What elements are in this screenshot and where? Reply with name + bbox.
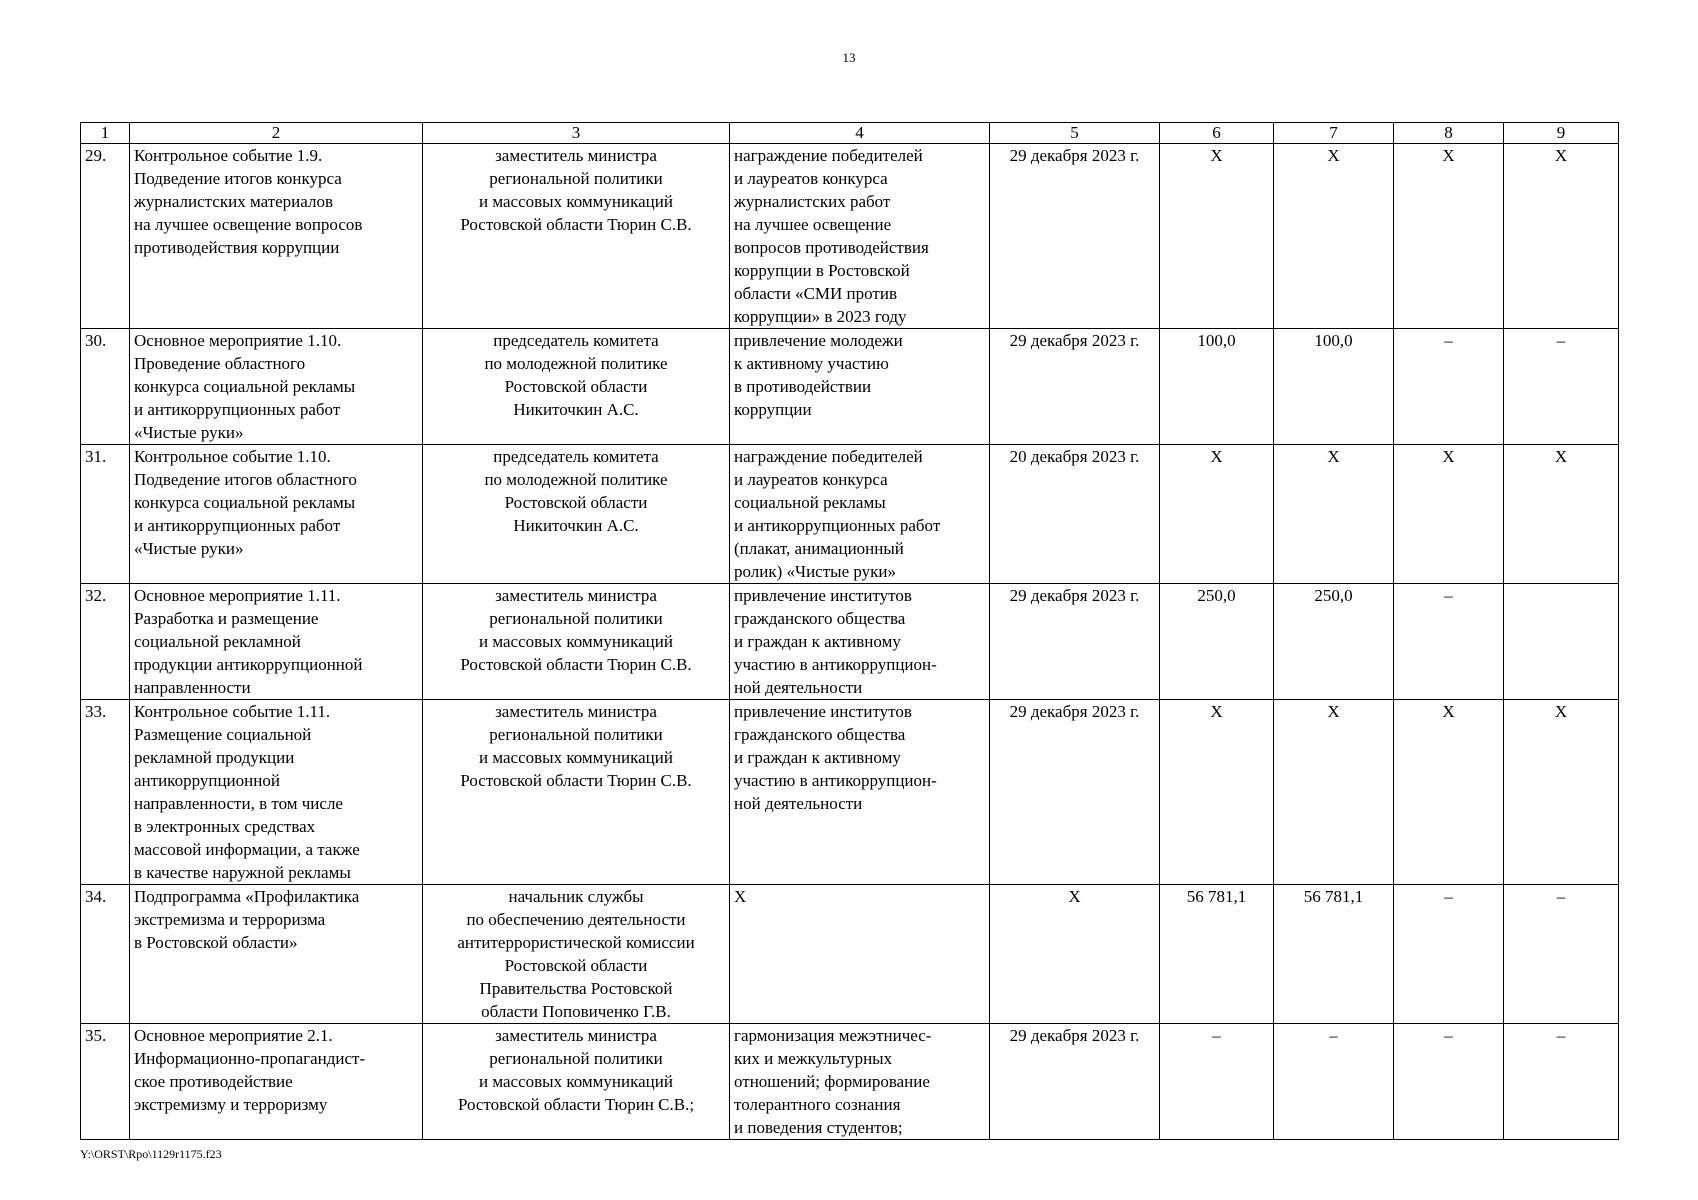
page-number: 13 <box>842 50 856 65</box>
deadline-cell-text: 29 декабря 2023 г. <box>1009 702 1140 721</box>
value-cell-7-text: 100,0 <box>1314 331 1353 350</box>
event-name-cell-text: Основное мероприятие 1.11. Разработка и размещение социальной рекламной продукции антикоррупционной направленности <box>134 586 363 697</box>
header-cell-4: 4 <box>730 123 990 144</box>
expected-result-cell-text: награждение победителей и лауреатов конкурса социальной рекламы и антикоррупционных работ (плакат, анимационный ролик) «Чистые руки» <box>734 447 941 581</box>
value-cell-7-text: Х <box>1327 702 1340 721</box>
value-cell-8-text: Х <box>1442 146 1455 165</box>
value-cell-8-text: – <box>1444 887 1453 906</box>
table-row <box>81 329 1619 445</box>
value-cell-6-text: – <box>1212 1026 1221 1045</box>
expected-result-cell <box>730 584 990 700</box>
value-cell-6-text: 100,0 <box>1197 331 1236 350</box>
value-cell-7-text: – <box>1329 1026 1338 1045</box>
value-cell-7-text: 250,0 <box>1314 586 1353 605</box>
row-number-cell-text: 32. <box>85 586 107 605</box>
value-cell-7 <box>1274 700 1394 885</box>
value-cell-8-text: Х <box>1442 447 1455 466</box>
row-number-cell <box>81 329 130 445</box>
header-cell-8: 8 <box>1394 123 1504 144</box>
deadline-cell <box>990 445 1160 584</box>
deadline-cell-text: Х <box>1068 887 1081 906</box>
row-number-cell-text: 30. <box>85 331 107 350</box>
value-cell-8 <box>1394 700 1504 885</box>
row-number-cell-text: 33. <box>85 702 107 721</box>
event-name-cell <box>130 885 423 1024</box>
responsible-cell-text: заместитель министра региональной политики и массовых коммуникаций Ростовской области Тюрин С.В.; <box>457 1026 695 1114</box>
event-name-cell <box>130 445 423 584</box>
value-cell-6-text: 56 781,1 <box>1186 887 1247 906</box>
expected-result-cell-text: гармонизация межэтничес- ких и межкультурных отношений; формирование толерантного сознания и поведения студентов; <box>734 1026 932 1137</box>
value-cell-6-text: 250,0 <box>1197 586 1236 605</box>
event-name-cell <box>130 144 423 329</box>
deadline-cell-text: 29 декабря 2023 г. <box>1009 1026 1140 1045</box>
row-number-cell <box>81 700 130 885</box>
value-cell-8-text: – <box>1444 331 1453 350</box>
table-row <box>81 1024 1619 1140</box>
responsible-cell-text: заместитель министра региональной политики и массовых коммуникаций Ростовской области Тюрин С.В. <box>460 702 692 790</box>
row-number-cell-text: 31. <box>85 447 107 466</box>
value-cell-9 <box>1504 144 1619 329</box>
event-name-cell-text: Основное мероприятие 1.10. Проведение областного конкурса социальной рекламы и антикоррупционных работ «Чистые руки» <box>134 331 356 442</box>
deadline-cell-text: 29 декабря 2023 г. <box>1009 146 1140 165</box>
table-row <box>81 885 1619 1024</box>
value-cell-8-text: Х <box>1442 702 1455 721</box>
expected-result-cell-text: привлечение институтов гражданского общества и граждан к активному участию в антикоррупцион- ной деятельности <box>734 702 937 813</box>
value-cell-9-text: Х <box>1554 146 1568 165</box>
row-number-cell <box>81 885 130 1024</box>
value-cell-7-text: 56 781,1 <box>1303 887 1364 906</box>
expected-result-cell <box>730 700 990 885</box>
responsible-cell <box>423 1024 730 1140</box>
header-cell-3: 3 <box>423 123 730 144</box>
expected-result-cell-text: Х <box>734 887 747 906</box>
header-cell-7: 7 <box>1274 123 1394 144</box>
value-cell-9 <box>1504 329 1619 445</box>
value-cell-6 <box>1160 445 1274 584</box>
expected-result-cell <box>730 144 990 329</box>
deadline-cell-text: 20 декабря 2023 г. <box>1009 447 1140 466</box>
deadline-cell <box>990 144 1160 329</box>
value-cell-9-text: – <box>1556 331 1566 350</box>
deadline-cell <box>990 584 1160 700</box>
responsible-cell <box>423 584 730 700</box>
row-number-cell <box>81 584 130 700</box>
event-name-cell <box>130 584 423 700</box>
deadline-cell <box>990 1024 1160 1140</box>
row-number-cell <box>81 144 130 329</box>
responsible-cell <box>423 445 730 584</box>
value-cell-8 <box>1394 1024 1504 1140</box>
row-number-cell <box>81 1024 130 1140</box>
table-header-row <box>81 123 1619 144</box>
responsible-cell <box>423 700 730 885</box>
deadline-cell <box>990 329 1160 445</box>
value-cell-7 <box>1274 885 1394 1024</box>
value-cell-6-text: Х <box>1210 702 1223 721</box>
value-cell-7 <box>1274 1024 1394 1140</box>
activities-table <box>80 122 1619 1140</box>
value-cell-8 <box>1394 885 1504 1024</box>
value-cell-9 <box>1504 1024 1619 1140</box>
footer-file-path: Y:\ORST\Rpo\1129r1175.f23 <box>80 1147 222 1161</box>
value-cell-7 <box>1274 584 1394 700</box>
value-cell-9-text: – <box>1556 887 1566 906</box>
value-cell-8 <box>1394 329 1504 445</box>
deadline-cell <box>990 885 1160 1024</box>
value-cell-6 <box>1160 329 1274 445</box>
value-cell-6-text: Х <box>1210 146 1223 165</box>
event-name-cell-text: Основное мероприятие 2.1. Информационно-пропагандист- ское противодействие экстремизму и терроризму <box>134 1026 366 1114</box>
header-cell-9: 9 <box>1504 123 1619 144</box>
responsible-cell-text: заместитель министра региональной политики и массовых коммуникаций Ростовской области Тюрин С.В. <box>460 146 692 234</box>
header-cell-2: 2 <box>130 123 423 144</box>
responsible-cell <box>423 144 730 329</box>
value-cell-8-text: – <box>1444 586 1453 605</box>
row-number-cell-text: 34. <box>85 887 107 906</box>
expected-result-cell-text: привлечение молодежи к активному участию в противодействии коррупции <box>734 331 903 419</box>
expected-result-cell <box>730 885 990 1024</box>
event-name-cell-text: Контрольное событие 1.11. Размещение социальной рекламной продукции антикоррупционной направленности, в том числе в электронных средствах массовой информации, а также в качестве наружной рекламы <box>134 702 360 882</box>
header-cell-5: 5 <box>990 123 1160 144</box>
value-cell-9-text: Х <box>1554 702 1568 721</box>
value-cell-8 <box>1394 584 1504 700</box>
deadline-cell <box>990 700 1160 885</box>
value-cell-7 <box>1274 144 1394 329</box>
expected-result-cell <box>730 1024 990 1140</box>
table-row <box>81 144 1619 329</box>
expected-result-cell <box>730 445 990 584</box>
value-cell-9 <box>1504 885 1619 1024</box>
responsible-cell-text: председатель комитета по молодежной политике Ростовской области Никиточкин А.С. <box>484 447 668 535</box>
responsible-cell-text: начальник службы по обеспечению деятельности антитеррористической комиссии Ростовской области Правительства Ростовской области Поповиченко Г.В. <box>457 887 695 1021</box>
value-cell-7 <box>1274 445 1394 584</box>
value-cell-6 <box>1160 885 1274 1024</box>
value-cell-7-text: Х <box>1327 447 1340 466</box>
responsible-cell <box>423 885 730 1024</box>
value-cell-9 <box>1504 445 1619 584</box>
event-name-cell <box>130 329 423 445</box>
value-cell-8 <box>1394 445 1504 584</box>
row-number-cell <box>81 445 130 584</box>
value-cell-9-text: – <box>1556 1026 1566 1045</box>
row-number-cell-text: 35. <box>85 1026 107 1045</box>
row-number-cell-text: 29. <box>85 146 107 165</box>
expected-result-cell <box>730 329 990 445</box>
value-cell-9 <box>1504 700 1619 885</box>
table-row <box>81 445 1619 584</box>
value-cell-9 <box>1504 584 1619 700</box>
table-row <box>81 584 1619 700</box>
responsible-cell <box>423 329 730 445</box>
expected-result-cell-text: привлечение институтов гражданского общества и граждан к активному участию в антикоррупцион- ной деятельности <box>734 586 937 697</box>
event-name-cell-text: Контрольное событие 1.9. Подведение итогов конкурса журналистских материалов на лучшее освещение вопросов противодействия коррупции <box>134 146 363 257</box>
deadline-cell-text: 29 декабря 2023 г. <box>1009 586 1140 605</box>
value-cell-8-text: – <box>1444 1026 1453 1045</box>
value-cell-7 <box>1274 329 1394 445</box>
responsible-cell-text: председатель комитета по молодежной политике Ростовской области Никиточкин А.С. <box>484 331 668 419</box>
value-cell-6-text: Х <box>1210 447 1223 466</box>
deadline-cell-text: 29 декабря 2023 г. <box>1009 331 1140 350</box>
responsible-cell-text: заместитель министра региональной политики и массовых коммуникаций Ростовской области Тюрин С.В. <box>460 586 692 674</box>
value-cell-8 <box>1394 144 1504 329</box>
header-cell-1: 1 <box>81 123 130 144</box>
expected-result-cell-text: награждение победителей и лауреатов конкурса журналистских работ на лучшее освещение вопросов противодействия коррупции в Ростовской области «СМИ против коррупции» в 2023 году <box>734 146 929 326</box>
value-cell-7-text: Х <box>1327 146 1340 165</box>
value-cell-6 <box>1160 584 1274 700</box>
value-cell-6 <box>1160 1024 1274 1140</box>
value-cell-9-text: Х <box>1554 447 1568 466</box>
event-name-cell-text: Подпрограмма «Профилактика экстремизма и терроризма в Ростовской области» <box>134 887 360 952</box>
event-name-cell <box>130 700 423 885</box>
table-row <box>81 700 1619 885</box>
value-cell-6 <box>1160 700 1274 885</box>
event-name-cell-text: Контрольное событие 1.10. Подведение итогов областного конкурса социальной рекламы и антикоррупционных работ «Чистые руки» <box>134 447 357 558</box>
event-name-cell <box>130 1024 423 1140</box>
value-cell-6 <box>1160 144 1274 329</box>
header-cell-6: 6 <box>1160 123 1274 144</box>
